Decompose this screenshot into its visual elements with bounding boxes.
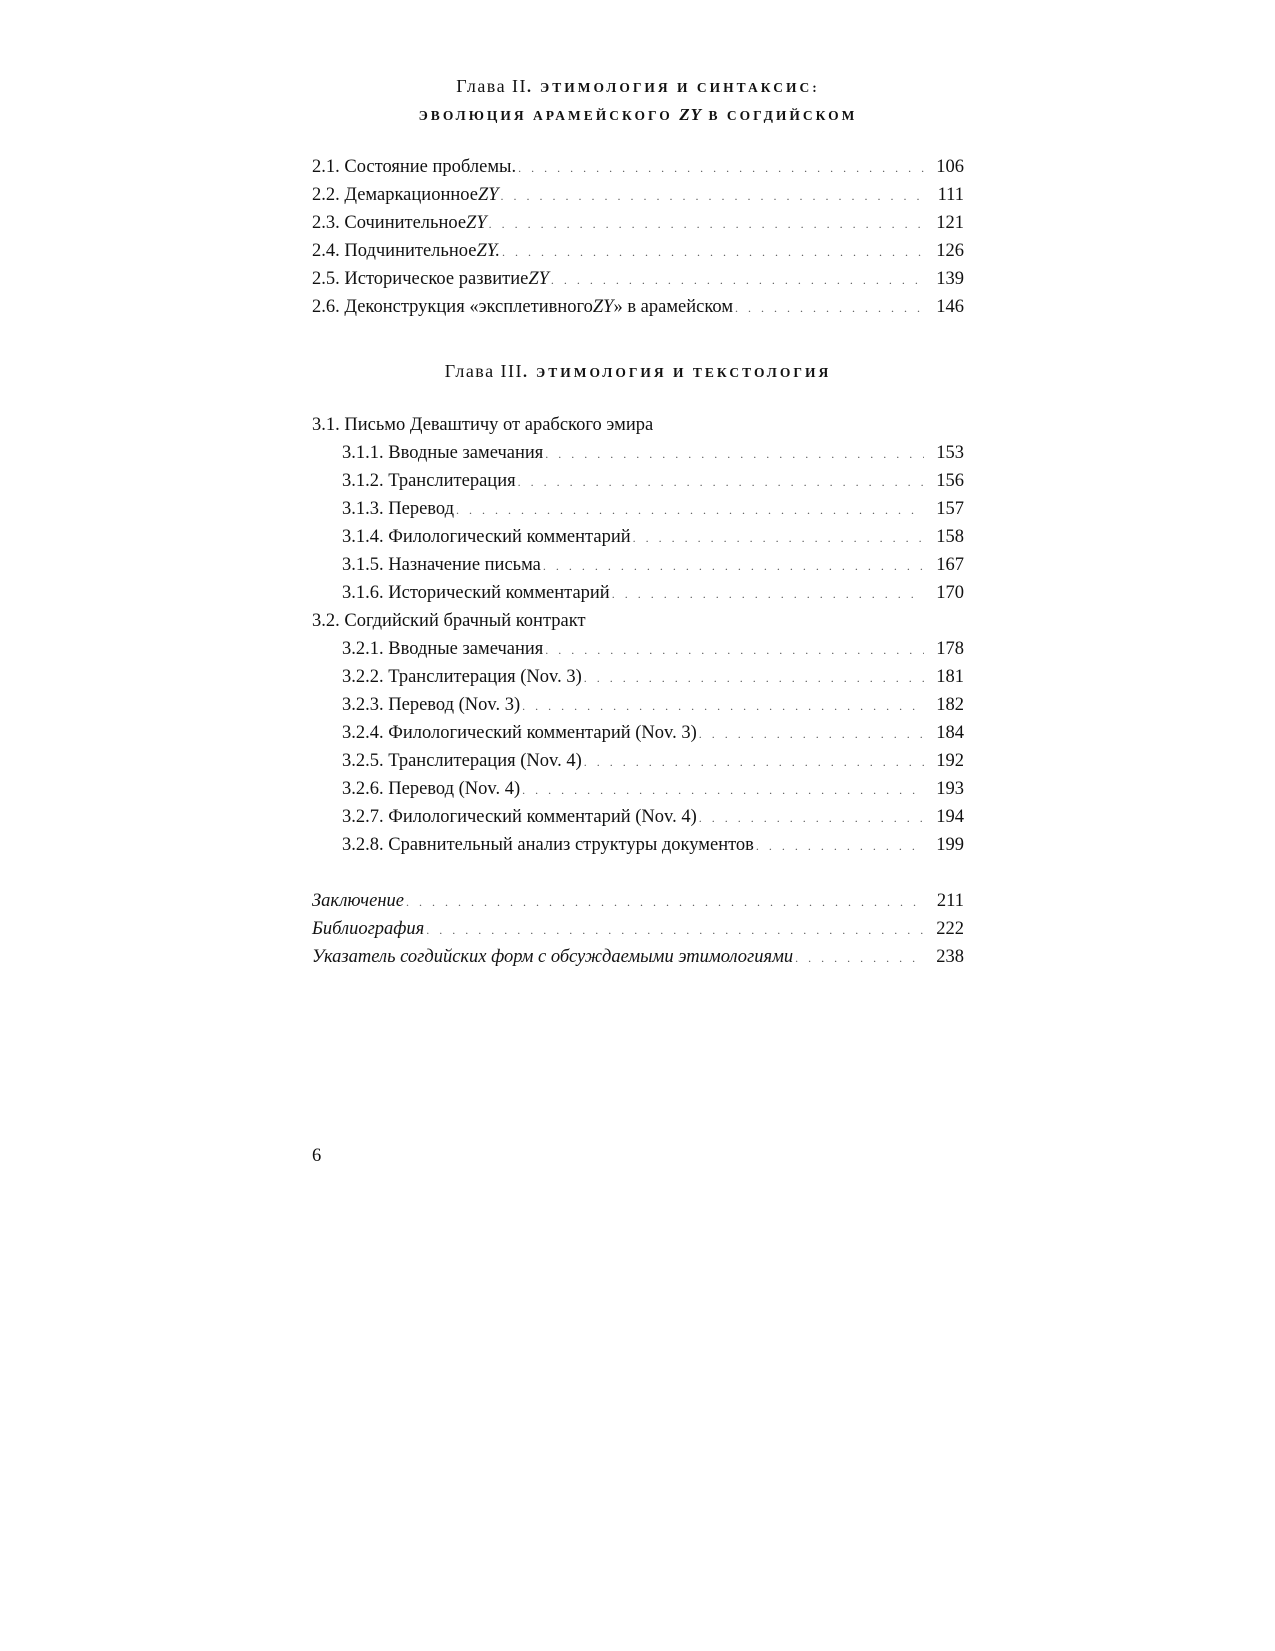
toc-entry-title: 2.4. Подчинительное	[312, 241, 477, 261]
toc-leader	[502, 238, 924, 266]
toc-entry-page: 157	[936, 499, 964, 519]
toc-entry-title: 3.1.3. Перевод	[342, 499, 455, 519]
toc-entry[interactable]	[342, 523, 964, 551]
toc-entry-page: 139	[936, 269, 964, 289]
toc-entry[interactable]	[312, 293, 964, 321]
toc-entry-title: 3.1.1. Вводные замечания	[342, 443, 544, 463]
toc-entry-page: 181	[936, 667, 964, 687]
toc-leader	[612, 580, 924, 608]
toc-entry[interactable]	[342, 467, 964, 495]
toc-leader	[699, 804, 924, 832]
toc-entry-title: 3.1.4. Филологический комментарий	[342, 527, 631, 547]
chapter-3-title: ЭТИМОЛОГИЯ И ТЕКСТОЛОГИЯ	[536, 365, 832, 380]
toc-leader	[756, 832, 924, 860]
toc-leader	[795, 944, 924, 972]
chapter-2-heading: Глава II. ЭТИМОЛОГИЯ И СИНТАКСИС:	[456, 76, 820, 96]
toc-entry-page: 158	[936, 527, 964, 547]
toc-entry[interactable]	[312, 237, 964, 265]
toc-section-title: 3.1. Письмо Деваштичу от арабского эмира	[312, 415, 654, 435]
toc-entry-title: 2.3. Сочинительное	[312, 213, 467, 233]
toc-entry[interactable]	[342, 831, 964, 859]
toc-entry-italic: ZY	[466, 213, 487, 233]
chapter-2-title-line1: ЭТИМОЛОГИЯ И СИНТАКСИС:	[540, 80, 820, 95]
toc-entry[interactable]	[312, 153, 964, 181]
toc-entry-title: 3.2.5. Транслитерация (Nov. 4)	[342, 751, 582, 771]
toc-leader	[543, 552, 924, 580]
toc-leader	[545, 636, 924, 664]
toc-entry-page: 121	[936, 213, 964, 233]
toc-leader	[551, 266, 924, 294]
toc-entry[interactable]	[342, 579, 964, 607]
toc-entry[interactable]	[312, 209, 964, 237]
toc-entry-page: 192	[936, 751, 964, 771]
toc-leader	[522, 692, 924, 720]
toc-entry[interactable]	[342, 719, 964, 747]
chapter-3-label: Глава III	[444, 361, 524, 381]
toc-leader	[584, 664, 924, 692]
toc-leader	[426, 916, 924, 944]
toc-entry-title: 3.2.1. Вводные замечания	[342, 639, 544, 659]
toc-entry-italic: ZY	[528, 269, 549, 289]
toc-entry[interactable]	[342, 635, 964, 663]
toc-leader	[501, 182, 924, 210]
toc-entry[interactable]	[312, 943, 964, 971]
toc-leader	[518, 468, 924, 496]
toc-entry-page: 178	[936, 639, 964, 659]
toc-entry-title: 3.1.6. Исторический комментарий	[342, 583, 610, 603]
toc-entry-title: 2.2. Демаркационное	[312, 185, 478, 205]
toc-entry[interactable]	[312, 265, 964, 293]
chapter-2-title-line2a: ЭВОЛЮЦИЯ АРАМЕЙСКОГО	[418, 108, 673, 123]
toc-entry[interactable]	[342, 747, 964, 775]
toc-leader	[456, 496, 924, 524]
toc-entry-page: 182	[936, 695, 964, 715]
toc-entry-page: 222	[936, 919, 964, 939]
toc-entry-title: 3.2.8. Сравнительный анализ структуры документов	[342, 835, 754, 855]
toc-entry-page: 146	[936, 297, 964, 317]
chapter-3-heading: Глава III. ЭТИМОЛОГИЯ И ТЕКСТОЛОГИЯ	[444, 361, 832, 381]
toc-entry[interactable]	[312, 181, 964, 209]
toc-entry-page: 184	[936, 723, 964, 743]
toc-entry-page: 126	[936, 241, 964, 261]
toc-entry-italic: ZY	[592, 297, 614, 317]
chapter-2-title-line2b: В СОГДИЙСКОМ	[708, 108, 858, 123]
toc-entry-title: 3.2.4. Филологический комментарий (Nov. 3)	[342, 723, 697, 743]
chapter-2-title-zy: ZY	[679, 105, 703, 124]
toc-entry[interactable]	[342, 439, 964, 467]
page-number: 6	[312, 1146, 322, 1166]
toc-entry-page: 238	[936, 947, 964, 967]
toc-entry-title: 2.6. Деконструкция «эксплетивного	[312, 297, 593, 317]
toc-entry-title: 2.5. Историческое развитие	[312, 269, 529, 289]
toc-entry-title: Библиография	[312, 919, 425, 939]
toc-entry-page: 193	[936, 779, 964, 799]
toc-leader	[699, 720, 924, 748]
toc-entry-page: 106	[936, 157, 964, 177]
toc-leader	[406, 888, 924, 916]
toc-entry-title: Указатель согдийских форм с обсуждаемыми этимологиями	[312, 947, 794, 967]
toc-entry-page: 194	[936, 807, 964, 827]
toc-section-heading[interactable]	[312, 607, 964, 635]
toc-entry-title: 3.2.7. Филологический комментарий (Nov. 4)	[342, 807, 697, 827]
toc-entry[interactable]	[312, 887, 964, 915]
toc-entry-title: 3.1.2. Транслитерация	[342, 471, 516, 491]
toc-entry-title: 3.2.3. Перевод (Nov. 3)	[342, 695, 521, 715]
toc-entry[interactable]	[342, 775, 964, 803]
toc-entry-page: 167	[936, 555, 964, 575]
toc-entry-title: 3.1.5. Назначение письма	[342, 555, 541, 575]
toc-entry-italic: ZY	[477, 185, 499, 205]
toc-entry-page: 211	[936, 891, 964, 911]
toc-entry-page: 199	[936, 835, 964, 855]
toc-entry-title: 3.2.6. Перевод (Nov. 4)	[342, 779, 521, 799]
toc-entry-page: 156	[936, 471, 964, 491]
toc-leader	[584, 748, 924, 776]
toc-entry-italic: ZY.	[476, 241, 500, 261]
toc-entry-page: 153	[936, 443, 964, 463]
toc-entry-page: 170	[936, 583, 964, 603]
toc-entry-page: 111	[937, 185, 964, 205]
toc-leader	[633, 524, 924, 552]
toc-entry[interactable]	[342, 803, 964, 831]
toc-entry-title: 2.1. Состояние проблемы.	[312, 157, 517, 177]
toc-entry-title: 3.2.2. Транслитерация (Nov. 3)	[342, 667, 582, 687]
toc-leader	[522, 776, 924, 804]
toc-section-heading[interactable]	[312, 411, 964, 439]
toc-entry[interactable]	[342, 495, 964, 523]
toc-leader	[735, 294, 924, 322]
toc-leader	[489, 210, 924, 238]
toc-entry[interactable]	[312, 915, 964, 943]
toc-entry[interactable]	[342, 551, 964, 579]
chapter-2-label: Глава II	[456, 76, 528, 96]
toc-leader	[545, 440, 924, 468]
toc-entry-title-suffix: » в арамейском	[613, 297, 734, 317]
chapter-2-heading-line2	[312, 105, 964, 125]
toc-entry-title: Заключение	[312, 891, 404, 911]
toc-leader	[518, 154, 924, 182]
toc-entry[interactable]	[342, 691, 964, 719]
toc-entry[interactable]	[342, 663, 964, 691]
toc-section-title: 3.2. Согдийский брачный контракт	[312, 611, 586, 631]
